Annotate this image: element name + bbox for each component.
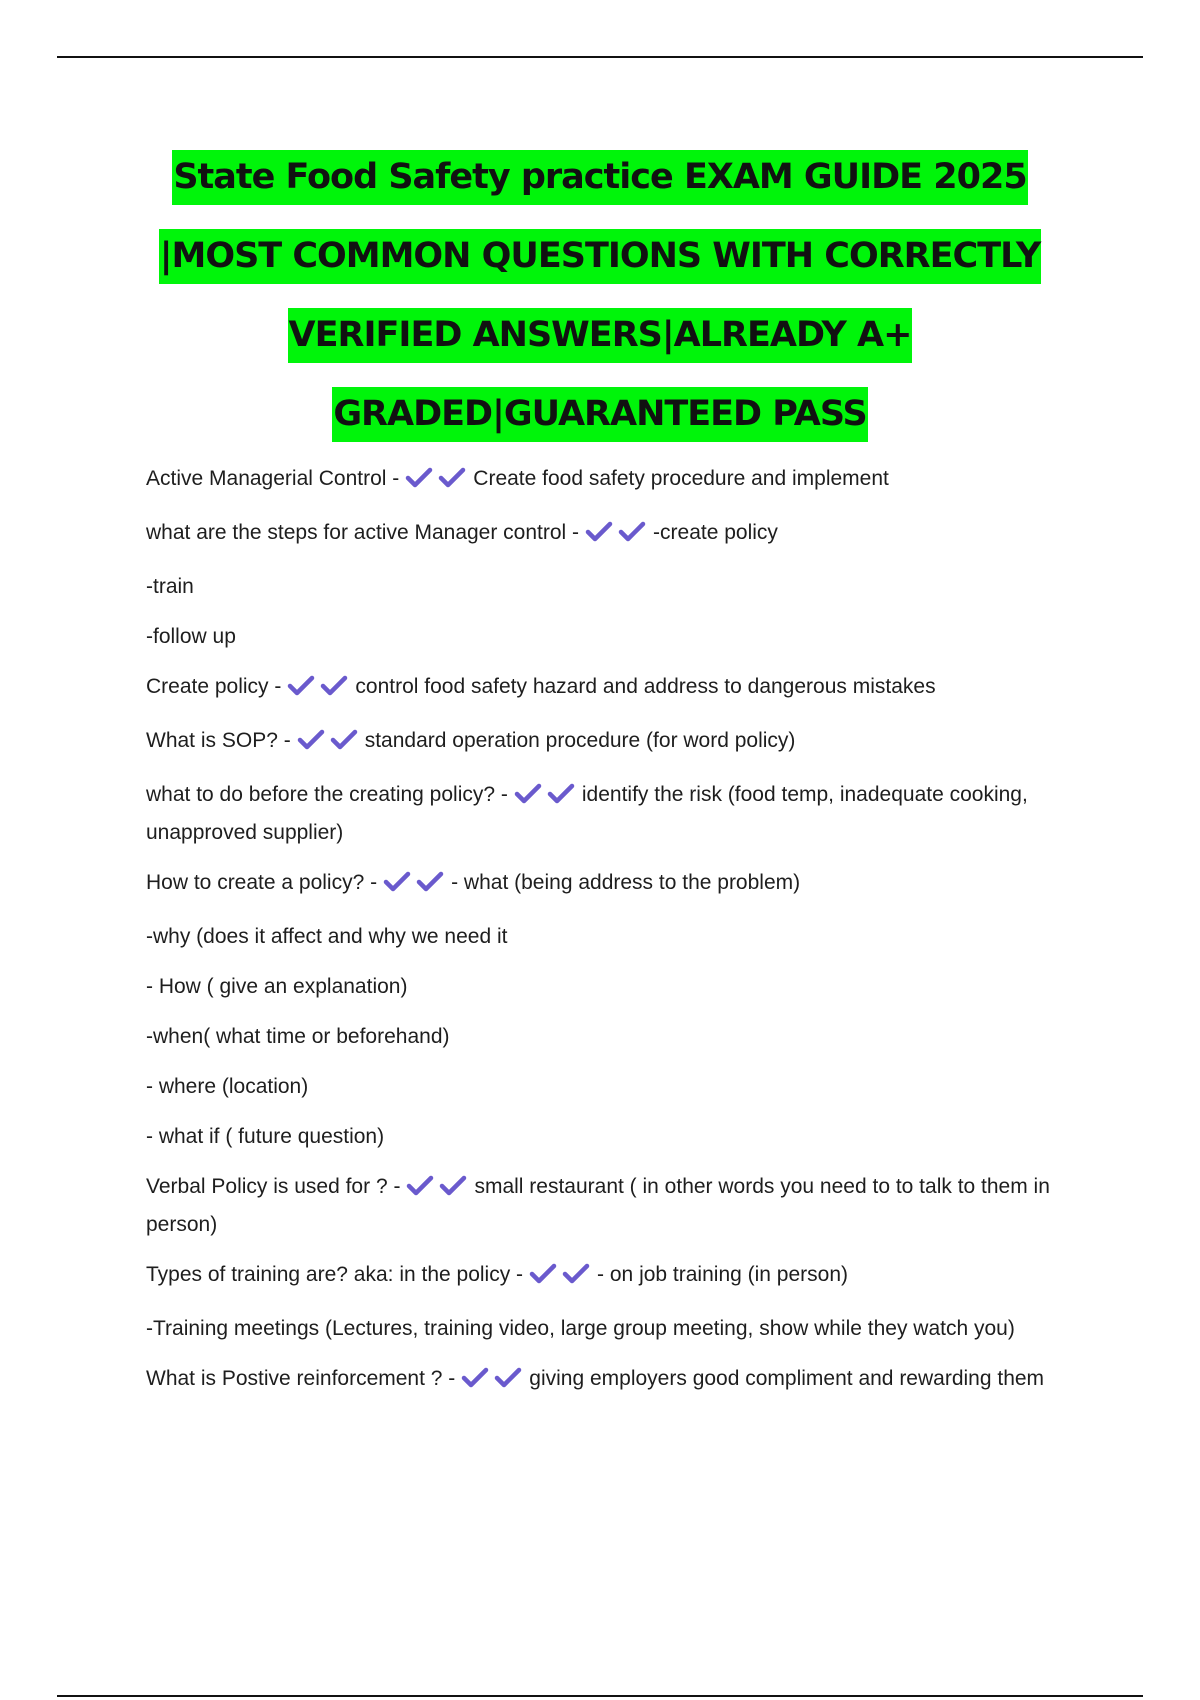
list-line: - what if ( future question) (146, 1125, 385, 1148)
qa-item (146, 1170, 1096, 1242)
check-icon (438, 467, 466, 489)
list-line: - where (location) (146, 1075, 309, 1098)
check-icon (383, 871, 411, 893)
qa-item (146, 516, 1096, 554)
check-icon (494, 1367, 522, 1389)
qa-item (146, 620, 1096, 654)
answer-text: standard operation procedure (for word policy) (364, 729, 796, 752)
qa-item (146, 1362, 1096, 1400)
verified-checkmarks (514, 782, 580, 816)
question-text: What is Postive reinforcement ? - (146, 1367, 456, 1390)
answer-text: giving employers good compliment and rewarding them (529, 1367, 1045, 1390)
title-line-2: |MOST COMMON QUESTIONS WITH CORRECTLY (159, 229, 1042, 284)
qa-item (146, 1020, 1096, 1054)
question-text: How to create a policy? - (146, 871, 378, 894)
verified-checkmarks (406, 1174, 472, 1208)
qa-item (146, 866, 1096, 904)
question-text: Create policy - (146, 675, 282, 698)
verified-checkmarks (383, 870, 449, 904)
qa-list (146, 462, 1096, 1416)
qa-item (146, 920, 1096, 954)
answer-text: Create food safety procedure and implement (473, 467, 889, 490)
answer-text: -create policy (653, 521, 778, 544)
bottom-rule (57, 1695, 1143, 1697)
check-icon (562, 1263, 590, 1285)
list-line: -why (does it affect and why we need it (146, 925, 508, 948)
top-rule (57, 56, 1143, 58)
list-line: -Training meetings (Lectures, training video, large group meeting, show while they watch you) (146, 1317, 1015, 1340)
check-icon (330, 729, 358, 751)
list-line: -train (146, 575, 194, 598)
verified-checkmarks (461, 1366, 527, 1400)
qa-item (146, 970, 1096, 1004)
answer-text: - what (being address to the problem) (451, 871, 801, 894)
check-icon (406, 1175, 434, 1197)
question-text: What is SOP? - (146, 729, 291, 752)
answer-text: identify the risk (food temp, inadequate cooking, unapproved supplier) (146, 783, 1028, 844)
question-text: Types of training are? aka: in the policy - (146, 1263, 524, 1286)
check-icon (405, 467, 433, 489)
answer-text: - on job training (in person) (597, 1263, 849, 1286)
question-text: Active Managerial Control - (146, 467, 400, 490)
check-icon (461, 1367, 489, 1389)
verified-checkmarks (585, 520, 651, 554)
verified-checkmarks (405, 466, 471, 500)
qa-item (146, 1312, 1096, 1346)
check-icon (547, 783, 575, 805)
list-line: -when( what time or beforehand) (146, 1025, 450, 1048)
check-icon (416, 871, 444, 893)
qa-item (146, 1258, 1096, 1296)
list-line: -follow up (146, 625, 236, 648)
title-line-4: GRADED|GUARANTEED PASS (332, 387, 867, 442)
check-icon (439, 1175, 467, 1197)
qa-item (146, 724, 1096, 762)
qa-item (146, 1120, 1096, 1154)
check-icon (287, 675, 315, 697)
answer-text: control food safety hazard and address to dangerous mistakes (355, 675, 936, 698)
verified-checkmarks (297, 728, 363, 762)
qa-item (146, 462, 1096, 500)
document-title (57, 138, 1143, 454)
title-line-1: State Food Safety practice EXAM GUIDE 2025 (172, 150, 1027, 205)
check-icon (320, 675, 348, 697)
check-icon (514, 783, 542, 805)
qa-item (146, 1070, 1096, 1104)
check-icon (618, 521, 646, 543)
list-line: - How ( give an explanation) (146, 975, 408, 998)
verified-checkmarks (529, 1262, 595, 1296)
question-text: what to do before the creating policy? - (146, 783, 508, 806)
check-icon (297, 729, 325, 751)
question-text: Verbal Policy is used for ? - (146, 1175, 401, 1198)
title-line-3: VERIFIED ANSWERS|ALREADY A+ (288, 308, 913, 363)
check-icon (529, 1263, 557, 1285)
qa-item (146, 670, 1096, 708)
qa-item (146, 570, 1096, 604)
answer-text: small restaurant ( in other words you need to to talk to them in person) (146, 1175, 1050, 1236)
question-text: what are the steps for active Manager control - (146, 521, 580, 544)
check-icon (585, 521, 613, 543)
verified-checkmarks (287, 674, 353, 708)
qa-item (146, 778, 1096, 850)
